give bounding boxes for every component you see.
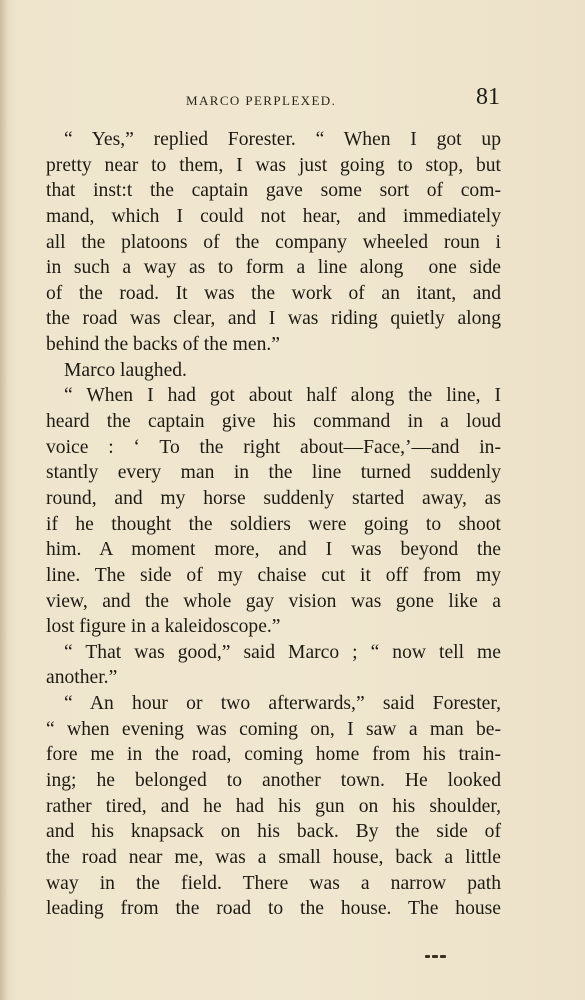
text-line: “ That was good,” said Marco ; “ now tell me: [64, 641, 501, 663]
text-line: that inst⁠​:⁠t the captain gave some sort of com-: [46, 180, 501, 202]
text-line: “ Yes,” replied Forester. “ When I got up: [64, 129, 501, 150]
text-line: heard the captain give his command in a loud: [46, 411, 501, 433]
text-line: behind the backs of the men.”: [46, 334, 280, 356]
text-line: another.”: [46, 667, 118, 689]
text-line: the road near me, was a small house, back a little: [46, 846, 501, 868]
text-line: ing; he belonged to another town. He looked: [46, 770, 501, 792]
running-head: MARCO PERPLEXED.: [186, 93, 337, 108]
text-line: line. The side of my chaise cut it off from my: [46, 564, 501, 586]
page-header: [0, 86, 585, 116]
text-line: “ When I had got about half along the line, I: [64, 385, 501, 407]
text-line: the road was clear, and I was riding quietly along: [46, 308, 501, 330]
text-line: stantly every man in the line turned suddenly: [46, 462, 501, 484]
text-line: leading from the road to the house. The house: [46, 898, 501, 920]
text-line: round, and my horse suddenly started away, as: [46, 487, 501, 509]
text-line: him. A moment more, and I was beyond the: [46, 539, 501, 561]
text-line: lost figure in a kaleidoscope.”: [46, 616, 281, 638]
text-line: in such a way as to form a line along ⁠​ one side: [46, 257, 501, 279]
text-line: if he thought the soldiers were going to shoot: [46, 513, 501, 535]
text-line: fore me in the road, coming home from his train-: [46, 744, 501, 766]
text-line: of the road. It was the work of an i⁠​⁠tant, and: [46, 282, 501, 304]
text-line: Marco laughed.: [64, 359, 187, 381]
text-line: “ when evening was coming on, I saw a man be-: [46, 718, 501, 740]
text-line: all the platoons of the company wheeled roun i: [46, 231, 501, 253]
text-line: rather tired, and he had his gun on his shoulder,: [46, 795, 501, 817]
text-line: mand, which I could not hear, and immediately: [46, 205, 501, 227]
text-line: “ An hour or two afterwards,” said Forester,: [64, 693, 501, 715]
printer-mark: [425, 955, 447, 960]
text-line: way in the field. There was a narrow path: [46, 872, 501, 894]
text-line: view, and the whole gay vision was gone like a: [46, 590, 501, 612]
page-number: 81: [476, 84, 500, 110]
text-line: and his knapsack on his back. By the side of: [46, 821, 501, 843]
body-text: [46, 127, 501, 922]
text-line: voice : ‘ To the right about—Face,’—and in-: [46, 436, 501, 458]
text-line: pretty near to them, I was just going to stop, but: [46, 154, 501, 176]
spine-shadow: [0, 0, 8, 1000]
